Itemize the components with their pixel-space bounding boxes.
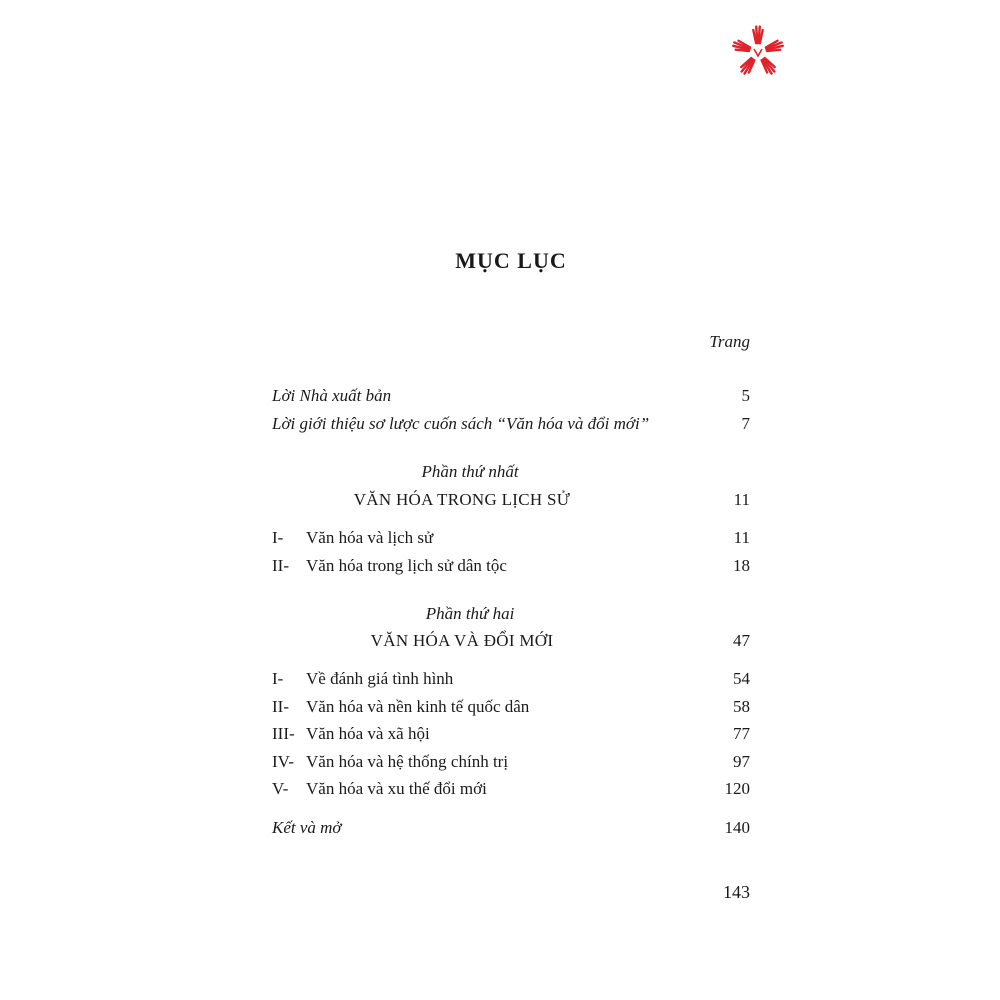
part-1-subtitle: Phần thứ nhất bbox=[421, 462, 519, 481]
toc-entry-page: 140 bbox=[724, 818, 750, 837]
publisher-logo-icon bbox=[728, 22, 788, 82]
part-2-page: 47 bbox=[733, 631, 750, 650]
toc-entry-page: 7 bbox=[741, 414, 750, 433]
page-number: 143 bbox=[723, 882, 750, 902]
toc-entry-publisher-note[interactable] bbox=[272, 386, 750, 410]
toc-roman-numeral: II- bbox=[272, 556, 289, 575]
toc-roman-numeral: I- bbox=[272, 528, 284, 547]
toc-entry-part2-item-4[interactable] bbox=[272, 752, 750, 776]
toc-entry-part2-item-3[interactable] bbox=[272, 724, 750, 748]
toc-entry-label: Kết và mở bbox=[272, 818, 342, 837]
toc-entry-label: Lời giới thiệu sơ lược cuốn sách “Văn hóa và đổi mới” bbox=[272, 414, 650, 433]
toc-entry-label: Văn hóa và xã hội bbox=[306, 724, 430, 743]
toc-entry-part2-item-1[interactable] bbox=[272, 669, 750, 693]
part-2-subtitle: Phần thứ hai bbox=[425, 604, 515, 623]
toc-entry-label: Văn hóa và nền kinh tế quốc dân bbox=[306, 697, 530, 716]
toc-entry-label: Văn hóa và hệ thống chính trị bbox=[306, 752, 509, 771]
toc-entry-page: 54 bbox=[733, 669, 750, 688]
toc-entry-label: Văn hóa trong lịch sử dân tộc bbox=[306, 556, 507, 575]
toc-entry-page: 5 bbox=[741, 386, 750, 405]
part-2-title[interactable]: VĂN HÓA VÀ ĐỔI MỚI bbox=[370, 631, 554, 650]
page-column-header: Trang bbox=[709, 332, 750, 351]
toc-entry-closing[interactable] bbox=[272, 818, 750, 842]
toc-entry-label: Về đánh giá tình hình bbox=[306, 669, 454, 688]
toc-entry-page: 58 bbox=[733, 697, 750, 716]
toc-roman-numeral: IV- bbox=[272, 752, 295, 771]
toc-entry-label: Văn hóa và xu thế đổi mới bbox=[306, 779, 487, 798]
toc-roman-numeral: III- bbox=[272, 724, 295, 743]
part-1-title[interactable]: VĂN HÓA TRONG LỊCH SỬ bbox=[353, 490, 571, 509]
toc-roman-numeral: V- bbox=[272, 779, 289, 798]
part-1-page: 11 bbox=[733, 490, 750, 509]
toc-entry-part2-item-2[interactable] bbox=[272, 697, 750, 721]
toc-entry-page: 97 bbox=[733, 752, 750, 771]
toc-roman-numeral: I- bbox=[272, 669, 284, 688]
toc-entry-page: 120 bbox=[724, 779, 750, 798]
toc-entry-page: 11 bbox=[733, 528, 750, 547]
toc-entry-page: 77 bbox=[733, 724, 750, 743]
toc-roman-numeral: II- bbox=[272, 697, 289, 716]
toc-entry-label: Văn hóa và lịch sử bbox=[306, 528, 434, 547]
toc-entry-part1-item-1[interactable] bbox=[272, 528, 750, 552]
toc-entry-part1-item-2[interactable] bbox=[272, 556, 750, 580]
toc-entry-page: 18 bbox=[733, 556, 750, 575]
page-title: MỤC LỤC bbox=[455, 248, 567, 273]
toc-entry-label: Lời Nhà xuất bản bbox=[272, 386, 392, 405]
toc-entry-introduction[interactable] bbox=[272, 414, 750, 438]
toc-entry-part2-item-5[interactable] bbox=[272, 779, 750, 803]
